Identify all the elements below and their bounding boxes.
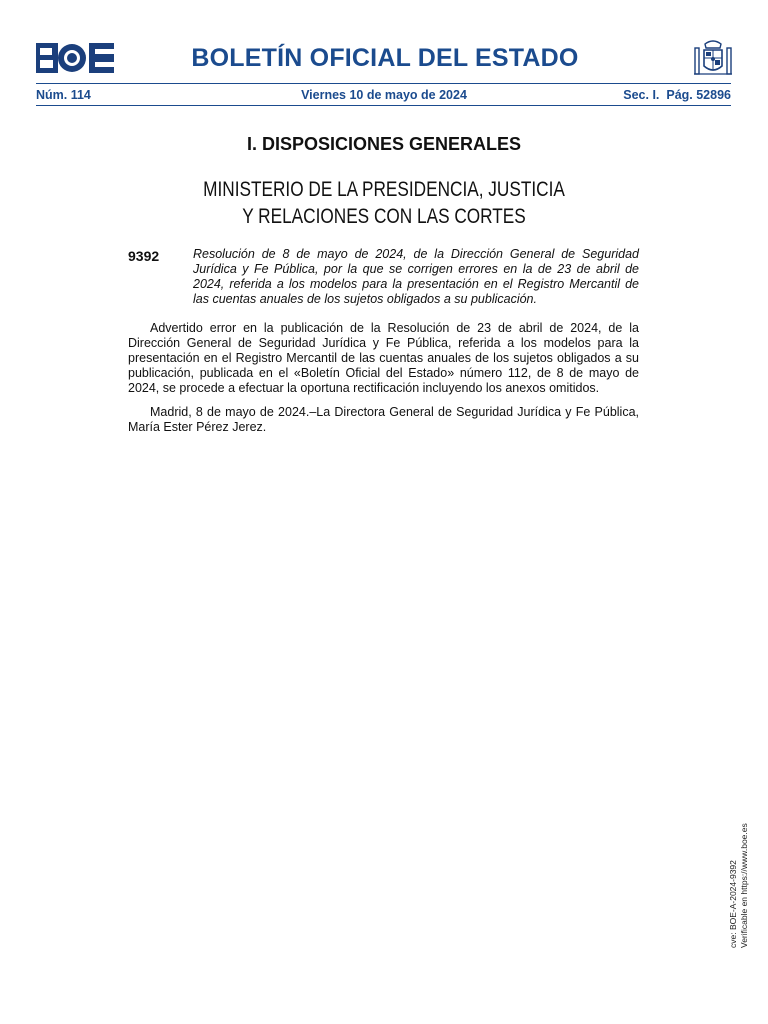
header-rule-top: [36, 83, 731, 84]
announcement-title: Resolución de 8 de mayo de 2024, de la Dirección General de Seguridad Jurídica y Fe Pública, por la que se corrigen errores en la de 23 de abril de 2024, referida a los modelos para la presentación en el Registro Mercantil de las cuentas anuales de los sujetos obligados a su publicación.: [193, 247, 639, 306]
section-page: [623, 88, 731, 102]
cve-code: cve: BOE-A-2024-9392: [728, 860, 738, 948]
section-label: Sec. I.: [623, 88, 660, 102]
signature-paragraph: Madrid, 8 de mayo de 2024.–La Directora General de Seguridad Jurídica y Fe Pública, María Ester Pérez Jerez.: [128, 405, 639, 434]
verification-sidebar: [728, 823, 750, 948]
announcement-number: 9392: [128, 248, 160, 264]
ministry-heading: [69, 176, 699, 230]
coat-of-arms-icon: [692, 38, 734, 80]
issue-date: Viernes 10 de mayo de 2024: [301, 88, 467, 102]
page-number: Pág. 52896: [666, 88, 731, 102]
section-title: I. DISPOSICIONES GENERALES: [246, 134, 522, 154]
boe-logo-icon: [36, 43, 116, 73]
boe-logo: [36, 43, 116, 73]
ministry-line-1: MINISTERIO DE LA PRESIDENCIA, JUSTICIA: [203, 178, 565, 201]
ministry-line-2: Y RELACIONES CON LAS CORTES: [242, 205, 526, 228]
newspaper-title: BOLETÍN OFICIAL DEL ESTADO: [191, 44, 579, 72]
header-rule-bottom: [36, 105, 731, 106]
verification-link[interactable]: Verificable en https://www.boe.es: [739, 823, 749, 948]
issue-number: Núm. 114: [36, 88, 91, 102]
body-paragraph: Advertido error en la publicación de la Resolución de 23 de abril de 2024, de la Dirección General de Seguridad Jurídica y Fe Pública, referida a los modelos para la presentación en el Registro Mercantil de las cuentas anuales de los sujetos obligados a su publicación, publicada en el «Boletín Oficial del Estado» número 112, de 8 de mayo de 2024, se procede a efectuar la oportuna rectificación incluyendo los anexos omitidos.: [128, 321, 639, 395]
